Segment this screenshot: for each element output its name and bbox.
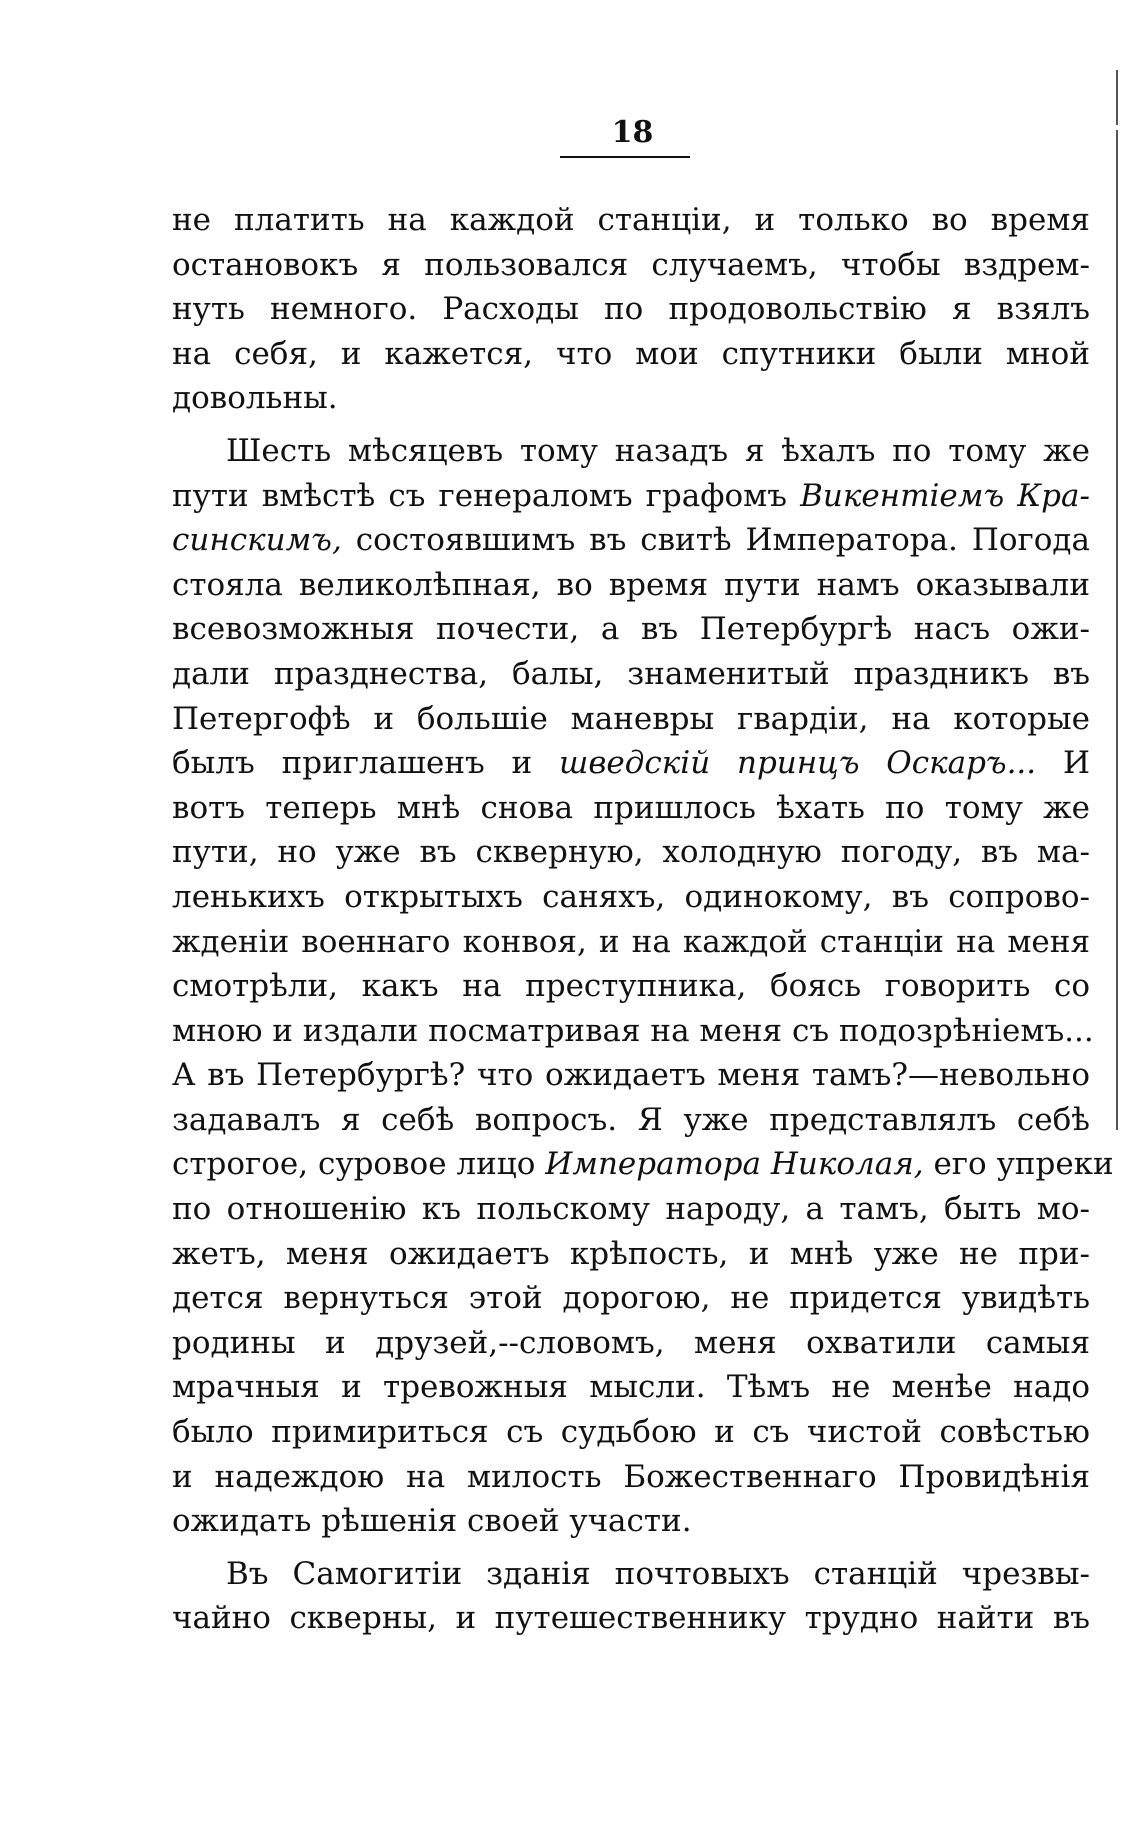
page-number-rule — [560, 156, 690, 158]
italic-name: Викентіемъ Кра- — [800, 477, 1090, 514]
text-line: жденіи военнаго конвоя, и на каждой станціи на меня — [172, 923, 1090, 960]
text-line: мрачныя и тревожныя мысли. Тѣмъ не менѣе надо — [172, 1369, 1090, 1406]
text-segment: былъ приглашенъ и — [172, 745, 560, 782]
text-segment: состоявшимъ въ свитѣ Императора. Погода — [341, 522, 1090, 559]
text-line: Петергофѣ и большіе маневры гвардіи, на которые — [172, 700, 1090, 737]
italic-name: шведскій принцъ Оскаръ... — [559, 745, 1037, 782]
text-line: Въ Самогитіи зданія почтовыхъ станцій чрезвы- — [226, 1555, 1090, 1592]
text-line: стояла великолѣпная, во время пути намъ оказывали — [172, 566, 1090, 603]
text-line: чайно скверны, и путешественнику трудно найти въ — [172, 1600, 1090, 1637]
body-text — [172, 198, 1114, 1641]
text-line: довольны. — [172, 380, 338, 417]
text-segment: И — [1036, 745, 1090, 782]
italic-name: Императора Николая, — [545, 1146, 924, 1183]
text-line: и надеждою на милость Божественнаго Провидѣнія — [172, 1458, 1090, 1495]
text-line: мною и издали посматривая на меня съ подозрѣніемъ... — [172, 1012, 1094, 1049]
paragraph-gap — [172, 421, 1090, 429]
text-line-with-italic — [172, 518, 1090, 563]
page-edge-line-top — [1116, 70, 1118, 125]
text-line: по отношенію къ польскому народу, а тамъ, быть мо- — [172, 1191, 1090, 1228]
text-line-with-italic — [172, 474, 1090, 519]
text-line: жетъ, меня ожидаетъ крѣпость, и мнѣ уже не при- — [172, 1235, 1090, 1272]
text-line: не платить на каждой станціи, и только во время — [172, 202, 1090, 238]
text-segment: пути вмѣстѣ съ генераломъ графомъ — [172, 477, 801, 514]
text-line-with-italic — [172, 1142, 1114, 1187]
text-line: было примириться съ судьбою и съ чистой совѣстью — [172, 1414, 1090, 1451]
text-line: пути, но уже въ скверную, холодную погоду, въ ма- — [172, 834, 1090, 871]
text-line-with-italic — [172, 741, 1090, 786]
paragraph-gap — [172, 1544, 1090, 1552]
text-line: А въ Петербургѣ? что ожидаетъ меня тамъ?—невольно — [172, 1057, 1090, 1094]
text-line: нуть немного. Расходы по продовольствію я взялъ — [172, 291, 1090, 328]
text-line: вотъ теперь мнѣ снова пришлось ѣхать по тому же — [172, 789, 1090, 826]
text-line: на себя, и кажется, что мои спутники были мной — [172, 335, 1090, 372]
italic-name: синскимъ, — [172, 522, 342, 559]
text-line: ожидать рѣшенія своей участи. — [172, 1503, 692, 1540]
text-line: задавалъ я себѣ вопросъ. Я уже представлялъ себѣ — [172, 1101, 1090, 1138]
text-segment: его упреки — [923, 1146, 1114, 1183]
text-line: остановокъ я пользовался случаемъ, чтобы вздрем- — [172, 246, 1090, 283]
text-line: смотрѣли, какъ на преступника, боясь говорить со — [172, 968, 1090, 1005]
page-number: 18 — [611, 115, 654, 150]
text-line: родины и друзей,--словомъ, меня охватили самыя — [172, 1324, 1090, 1361]
text-line: ленькихъ открытыхъ саняхъ, одинокому, въ сопрово- — [172, 878, 1090, 915]
text-segment: строгое, суровое лицо — [172, 1146, 546, 1183]
text-line: всевозможныя почести, а въ Петербургѣ насъ ожи- — [172, 611, 1090, 648]
text-line: дали празднества, балы, знаменитый праздникъ въ — [172, 655, 1090, 692]
page-edge-line-main — [1116, 130, 1118, 1130]
text-line: дется вернуться этой дорогою, не придется увидѣть — [172, 1280, 1090, 1317]
text-line: Шесть мѣсяцевъ тому назадъ я ѣхалъ по тому же — [226, 432, 1090, 469]
